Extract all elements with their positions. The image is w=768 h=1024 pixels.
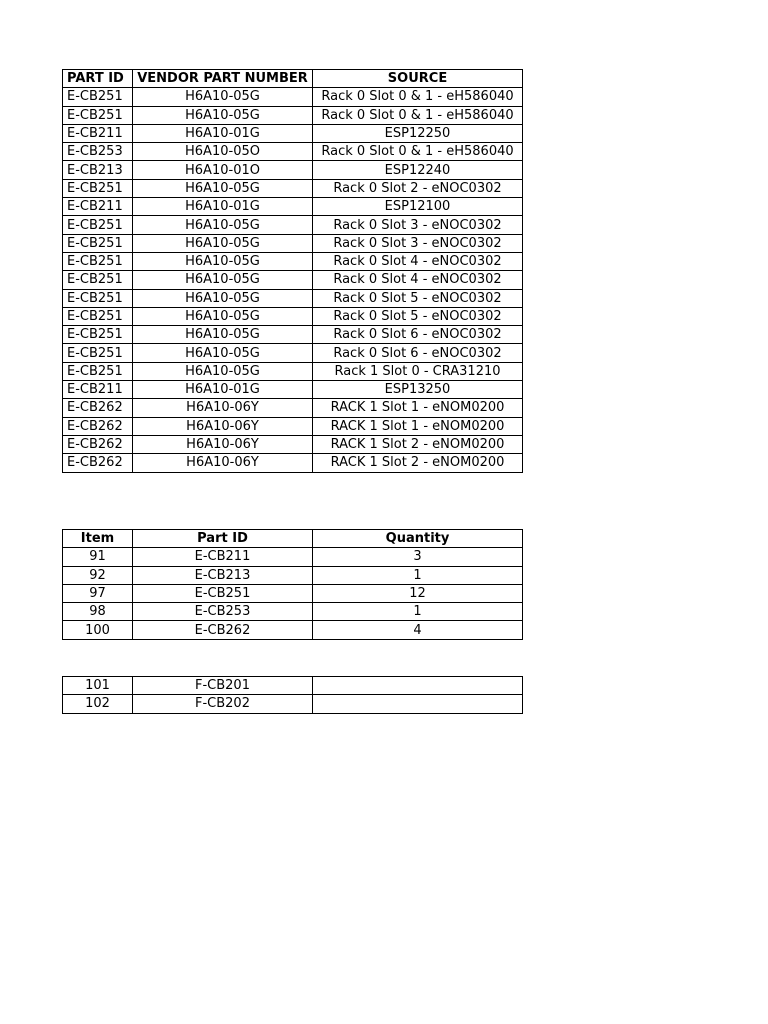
quantity-cell: 1 [313,566,523,584]
source-cell: Rack 0 Slot 6 - eNOC0302 [313,344,523,362]
table-row [63,548,523,566]
part-id-cell: E-CB262 [63,435,133,453]
table-row [63,234,523,252]
table-row [63,381,523,399]
part-id-cell: E-CB251 [63,88,133,106]
table-row [63,621,523,639]
table-row [63,88,523,106]
table-row [63,124,523,142]
vendor-part-number-cell: H6A10-01G [133,381,313,399]
table-row [63,216,523,234]
part-id-cell: E-CB251 [63,106,133,124]
table-row [63,289,523,307]
part-id-cell: E-CB253 [133,603,313,621]
part-id-cell: E-CB251 [63,307,133,325]
header-quantity: Quantity [313,530,523,548]
vendor-part-number-cell: H6A10-06Y [133,454,313,472]
source-cell: Rack 0 Slot 6 - eNOC0302 [313,326,523,344]
vendor-part-number-cell: H6A10-05G [133,307,313,325]
table-row [63,695,523,713]
vendor-part-number-cell: H6A10-06Y [133,399,313,417]
quantity-cell: 3 [313,548,523,566]
header-part-id: PART ID [63,70,133,88]
item-cell: 97 [63,584,133,602]
item-cell: 91 [63,548,133,566]
source-cell: Rack 0 Slot 3 - eNOC0302 [313,234,523,252]
table-row [63,198,523,216]
item-cell: 102 [63,695,133,713]
source-cell: Rack 1 Slot 0 - CRA31210 [313,362,523,380]
quantity-cell [313,695,523,713]
vendor-part-number-cell: H6A10-06Y [133,417,313,435]
table-row [63,566,523,584]
part-id-cell: E-CB211 [63,198,133,216]
vendor-part-number-cell: H6A10-05G [133,252,313,270]
quantity-cell: 1 [313,603,523,621]
table-row [63,307,523,325]
vendor-part-number-cell: H6A10-01G [133,198,313,216]
source-cell: Rack 0 Slot 4 - eNOC0302 [313,271,523,289]
source-cell: RACK 1 Slot 1 - eNOM0200 [313,417,523,435]
part-id-cell: E-CB211 [63,381,133,399]
part-id-cell: E-CB213 [133,566,313,584]
header-part-id: Part ID [133,530,313,548]
part-id-cell: E-CB251 [63,271,133,289]
source-cell: ESP12240 [313,161,523,179]
part-id-cell: E-CB251 [63,344,133,362]
quantity-cell: 4 [313,621,523,639]
part-id-cell: E-CB251 [63,289,133,307]
source-cell: Rack 0 Slot 4 - eNOC0302 [313,252,523,270]
quantity-cell: 12 [313,584,523,602]
source-cell: ESP12100 [313,198,523,216]
source-cell: Rack 0 Slot 3 - eNOC0302 [313,216,523,234]
table-row [63,362,523,380]
vendor-part-number-cell: H6A10-05G [133,271,313,289]
vendor-part-number-cell: H6A10-05G [133,88,313,106]
source-cell: Rack 0 Slot 5 - eNOC0302 [313,289,523,307]
vendor-part-number-cell: H6A10-05G [133,234,313,252]
part-id-cell: E-CB262 [63,454,133,472]
table-row [63,399,523,417]
table-row [63,326,523,344]
part-id-cell: E-CB251 [63,234,133,252]
item-cell: 100 [63,621,133,639]
table-row [63,603,523,621]
vendor-part-number-cell: H6A10-05G [133,344,313,362]
header-item: Item [63,530,133,548]
part-id-cell: E-CB262 [63,417,133,435]
source-cell: Rack 0 Slot 2 - eNOC0302 [313,179,523,197]
table-row [63,143,523,161]
quantity-cell [313,677,523,695]
part-id-cell: E-CB251 [63,326,133,344]
part-id-cell: E-CB211 [133,548,313,566]
source-cell: Rack 0 Slot 0 & 1 - eH586040 [313,143,523,161]
source-cell: RACK 1 Slot 2 - eNOM0200 [313,435,523,453]
table-row [63,344,523,362]
table-row [63,677,523,695]
item-cell: 92 [63,566,133,584]
part-id-cell: E-CB262 [63,399,133,417]
table-row [63,179,523,197]
part-id-cell: E-CB213 [63,161,133,179]
vendor-part-number-cell: H6A10-01O [133,161,313,179]
vendor-part-number-cell: H6A10-05G [133,106,313,124]
part-id-cell: E-CB251 [63,216,133,234]
vendor-part-number-cell: H6A10-05G [133,326,313,344]
table-row [63,106,523,124]
table-row [63,454,523,472]
table-row [63,417,523,435]
part-id-cell: F-CB201 [133,677,313,695]
quantity-table-header-row [63,530,523,548]
source-cell: Rack 0 Slot 5 - eNOC0302 [313,307,523,325]
source-cell: RACK 1 Slot 2 - eNOM0200 [313,454,523,472]
vendor-part-number-cell: H6A10-05G [133,179,313,197]
item-cell: 101 [63,677,133,695]
extra-items-table [62,676,523,714]
source-cell: ESP12250 [313,124,523,142]
parts-source-table [62,69,523,473]
part-id-cell: E-CB211 [63,124,133,142]
source-cell: Rack 0 Slot 0 & 1 - eH586040 [313,88,523,106]
vendor-part-number-cell: H6A10-05G [133,362,313,380]
part-id-cell: E-CB251 [63,362,133,380]
item-cell: 98 [63,603,133,621]
table-row [63,252,523,270]
part-id-cell: F-CB202 [133,695,313,713]
source-cell: Rack 0 Slot 0 & 1 - eH586040 [313,106,523,124]
part-id-cell: E-CB262 [133,621,313,639]
table-row [63,271,523,289]
source-cell: ESP13250 [313,381,523,399]
parts-table-header-row [63,70,523,88]
part-id-cell: E-CB251 [63,179,133,197]
table-row [63,584,523,602]
header-vendor-part-number: VENDOR PART NUMBER [133,70,313,88]
header-source: SOURCE [313,70,523,88]
vendor-part-number-cell: H6A10-06Y [133,435,313,453]
table-row [63,161,523,179]
quantity-summary-table [62,529,523,640]
part-id-cell: E-CB251 [133,584,313,602]
vendor-part-number-cell: H6A10-05O [133,143,313,161]
vendor-part-number-cell: H6A10-05G [133,289,313,307]
vendor-part-number-cell: H6A10-05G [133,216,313,234]
table-row [63,435,523,453]
vendor-part-number-cell: H6A10-01G [133,124,313,142]
part-id-cell: E-CB253 [63,143,133,161]
part-id-cell: E-CB251 [63,252,133,270]
source-cell: RACK 1 Slot 1 - eNOM0200 [313,399,523,417]
